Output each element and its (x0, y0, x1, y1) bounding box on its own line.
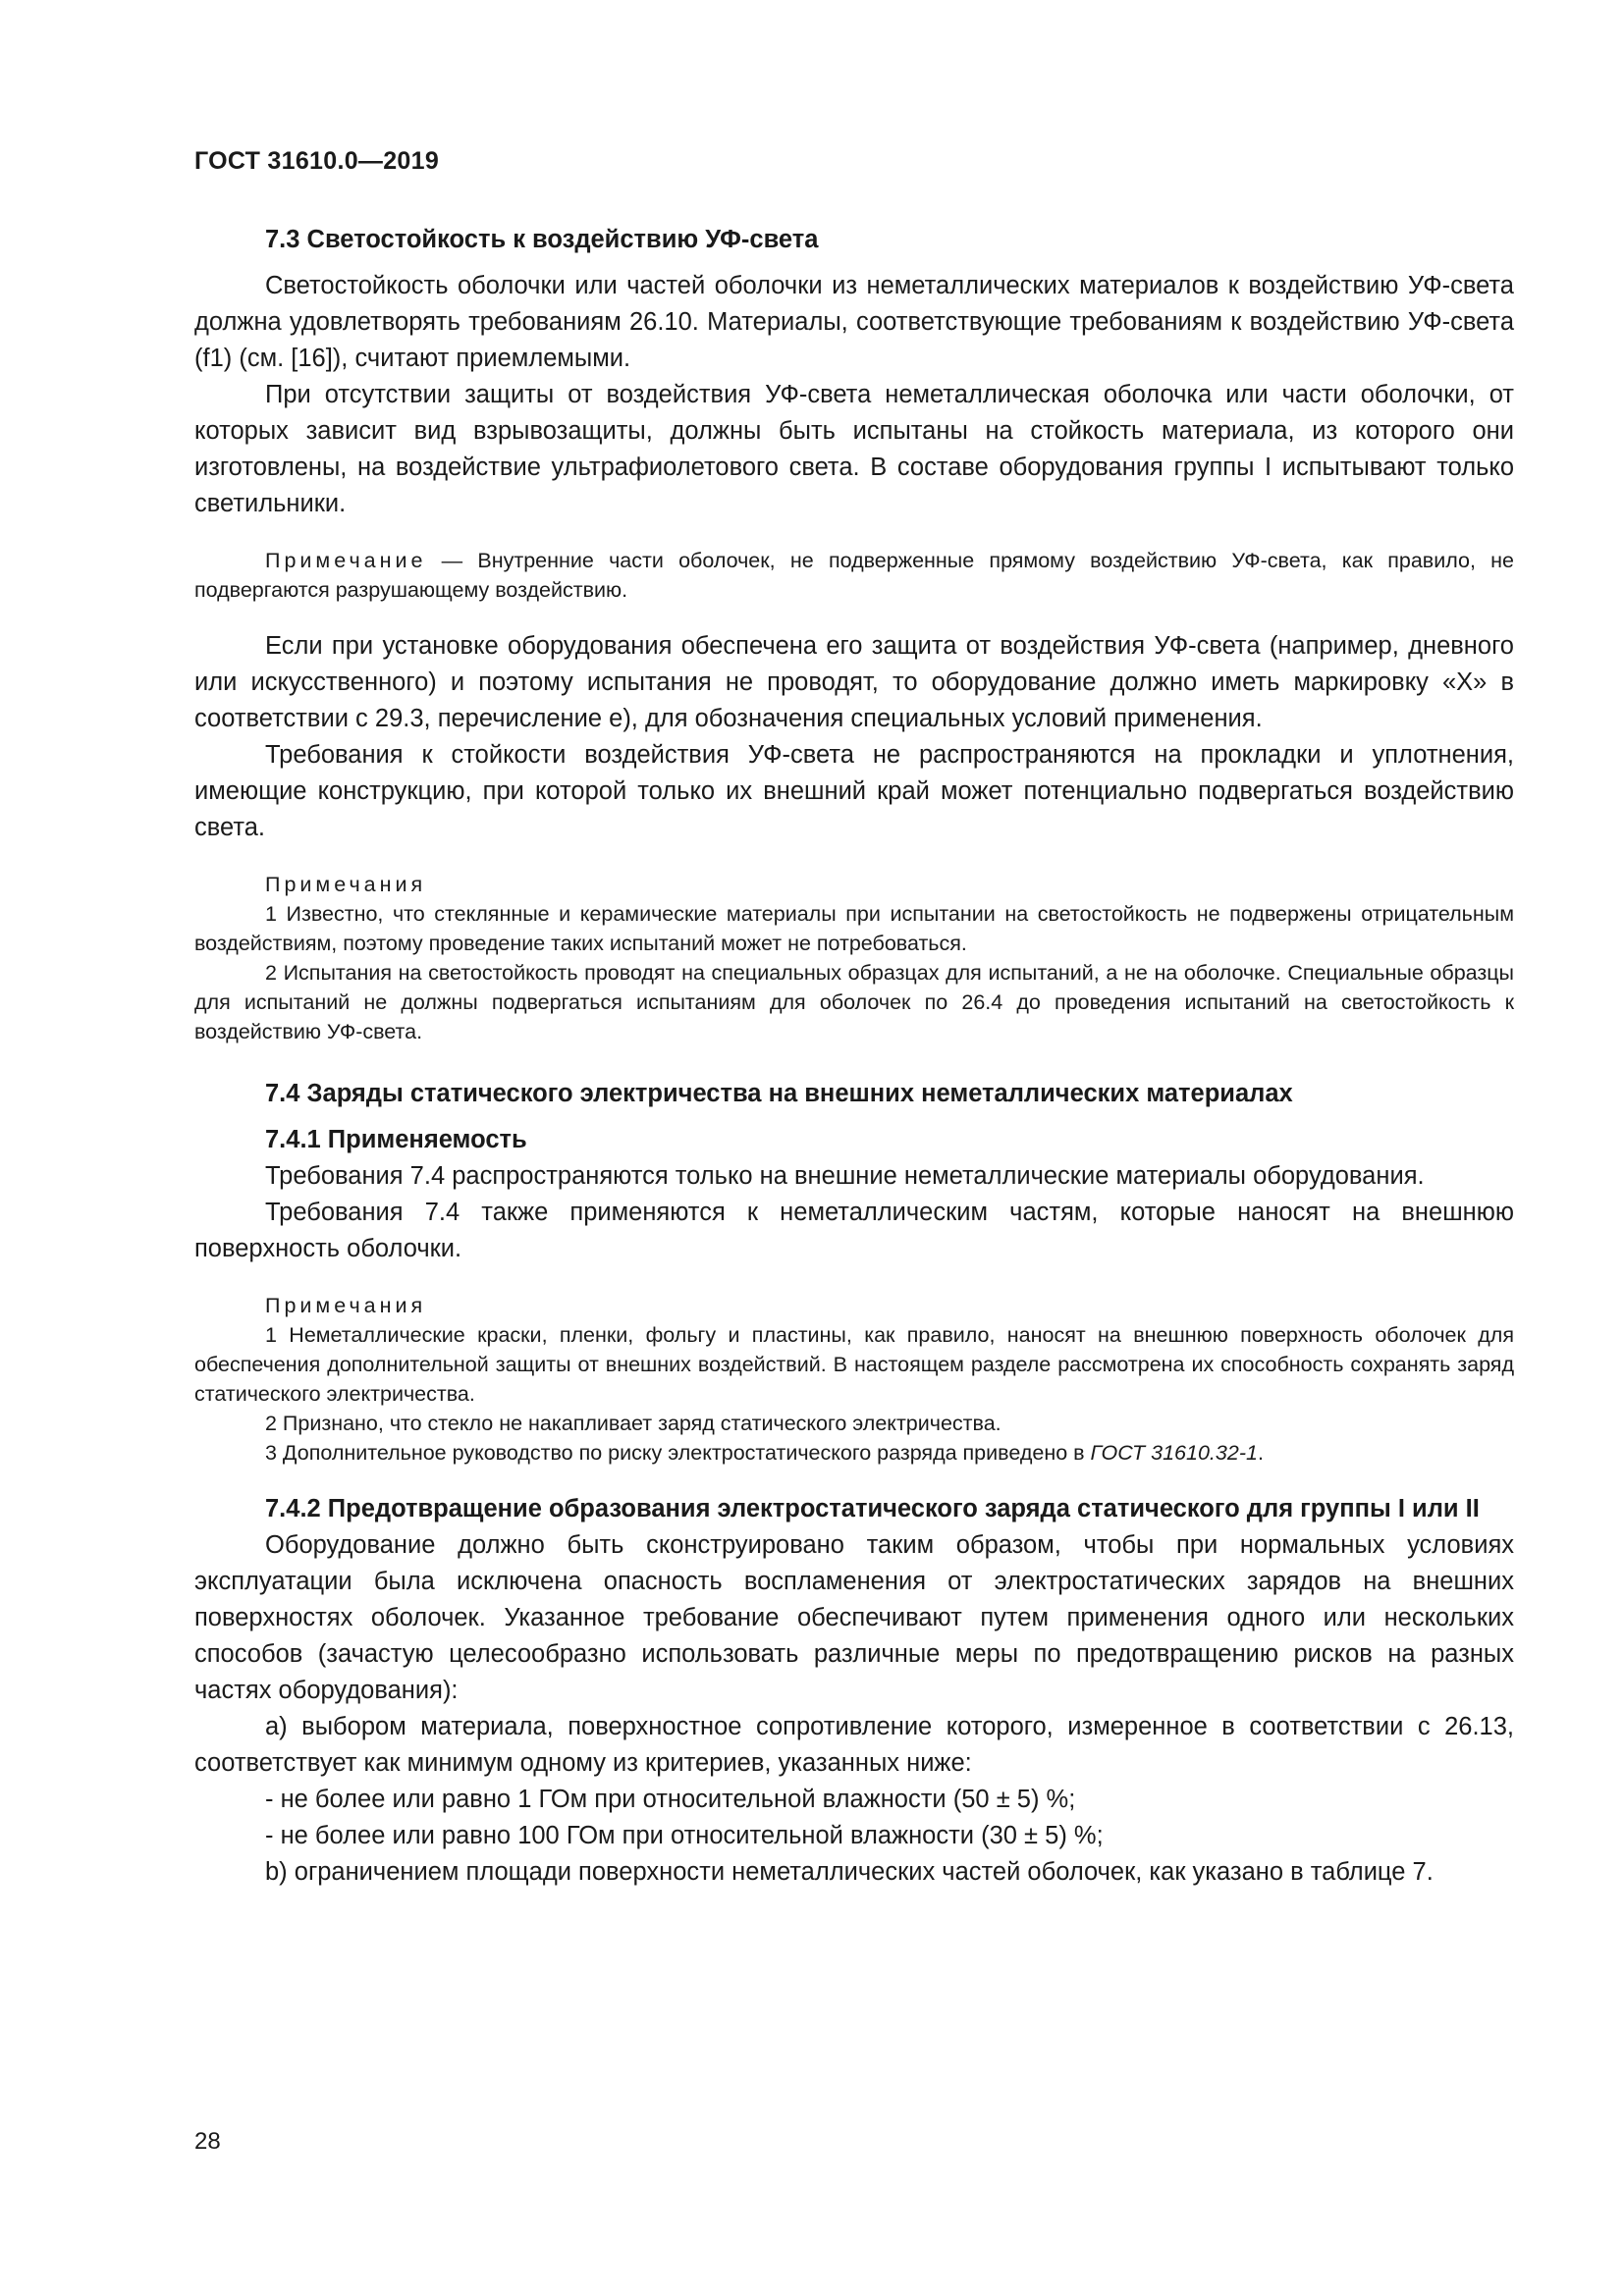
section-7-3-note-2: 2 Испытания на светостойкость проводят на специальных образцах для испытаний, а не на оболочке. Специальные образцы для испытаний не должны подвергаться испытаниям для оболочек по 26.4 до проведения испытаний на светостойкость к воздействию УФ-света. (194, 961, 1514, 1043)
standard-reference: ГОСТ 31610.32-1 (1090, 1441, 1258, 1465)
page-number: 28 (194, 2128, 221, 2155)
section-7-4-1-note-2: 2 Признано, что стекло не накапливает заряд статического электричества. (265, 1412, 1001, 1435)
section-7-4-1-paragraph-2: Требования 7.4 также применяются к неметаллическим частям, которые наносят на внешнюю поверхность оболочки. (194, 1199, 1514, 1262)
section-7-3-note-1: 1 Известно, что стеклянные и керамические материалы при испытании на светостойкость не подвержены отрицательным воздействиям, поэтому проведение таких испытаний может не потребоваться. (194, 902, 1514, 955)
list-dash-2: - не более или равно 100 ГОм при относительной влажности (30 ± 5) %; (265, 1822, 1104, 1849)
section-7-3-paragraph-3: Если при установке оборудования обеспечена его защита от воздействия УФ-света (например, дневного или искусственного) и поэтому испытания не проводят, то оборудование должно иметь маркировку «Х» в соответствии с 29.3, перечисление е), для обозначения специальных условий применения. (194, 632, 1514, 732)
section-7-4-heading: 7.4 Заряды статического электричества на внешних неметаллических материалах (265, 1080, 1293, 1107)
document-header: ГОСТ 31610.0—2019 (194, 147, 440, 175)
list-dash-1: - не более или равно 1 ГОм при относительной влажности (50 ± 5) %; (265, 1786, 1076, 1813)
section-7-4-2-paragraph-1: Оборудование должно быть сконструировано таким образом, чтобы при нормальных условиях эксплуатации была исключена опасность воспламенения от электростатических зарядов на внешних поверхностях оболочек. Указанное требование обеспечивают путем применения одного или нескольких способов (зачастую целесообразно использовать различные меры по предотвращению рисков на разных частях оборудования): (194, 1531, 1514, 1704)
note-3-suffix: . (1257, 1441, 1264, 1465)
section-7-3-paragraph-4: Требования к стойкости воздействия УФ-света не распространяются на прокладки и уплотнения, имеющие конструкцию, при которой только их внешний край может потенциально подвергаться воздействию света. (194, 741, 1514, 841)
section-7-3-note (194, 546, 1514, 605)
notes-label: Примечания (265, 1294, 427, 1317)
note-text: — Внутренние части оболочек, не подверженные прямому воздействию УФ-света, как правило, не подвергаются разрушающему воздействию. (194, 549, 1514, 602)
note-label: Примечание (265, 549, 427, 572)
section-7-4-1-paragraph-1: Требования 7.4 распространяются только на внешние неметаллические материалы оборудования. (265, 1162, 1425, 1190)
section-7-3-notes-label (194, 870, 1514, 899)
section-7-4-1-heading: 7.4.1 Применяемость (265, 1126, 527, 1153)
list-item-a: a) выбором материала, поверхностное сопротивление которого, измеренное в соответствии с 26.13, соответствует как минимум одному из критериев, указанных ниже: (194, 1713, 1514, 1777)
note-3-text: 3 Дополнительное руководство по риску электростатического разряда приведено в (265, 1441, 1091, 1465)
list-item-b: b) ограничением площади поверхности неметаллических частей оболочек, как указано в таблице 7. (265, 1858, 1434, 1886)
section-7-4-1-note-1: 1 Неметаллические краски, пленки, фольгу и пластины, как правило, наносят на внешнюю поверхность оболочек для обеспечения дополнительной защиты от внешних воздействий. В настоящем разделе рассмотрена их способность сохранять заряд статического электричества. (194, 1323, 1514, 1406)
section-7-4-1-notes-label (194, 1291, 1514, 1320)
section-7-3-paragraph-1: Светостойкость оболочки или частей оболочки из неметаллических материалов к воздействию УФ-света должна удовлетворять требованиям 26.10. Материалы, соответствующие требованиям к воздействию УФ-света (f1) (см. [16]), считают приемлемыми. (194, 272, 1514, 372)
section-7-3-paragraph-2: При отсутствии защиты от воздействия УФ-света неметаллическая оболочка или части оболочки, от которых зависит вид взрывозащиты, должны быть испытаны на стойкость материала, из которого они изготовлены, на воздействие ультрафиолетового света. В составе оборудования группы I испытывают только светильники. (194, 381, 1514, 517)
section-7-4-1-note-3 (194, 1438, 1514, 1468)
section-7-4-2-heading: 7.4.2 Предотвращение образования электростатического заряда статического для группы I или II (265, 1495, 1480, 1522)
section-7-3-heading: 7.3 Светостойкость к воздействию УФ-света (265, 226, 819, 253)
notes-label: Примечания (265, 873, 427, 896)
document-body (194, 222, 1514, 1891)
